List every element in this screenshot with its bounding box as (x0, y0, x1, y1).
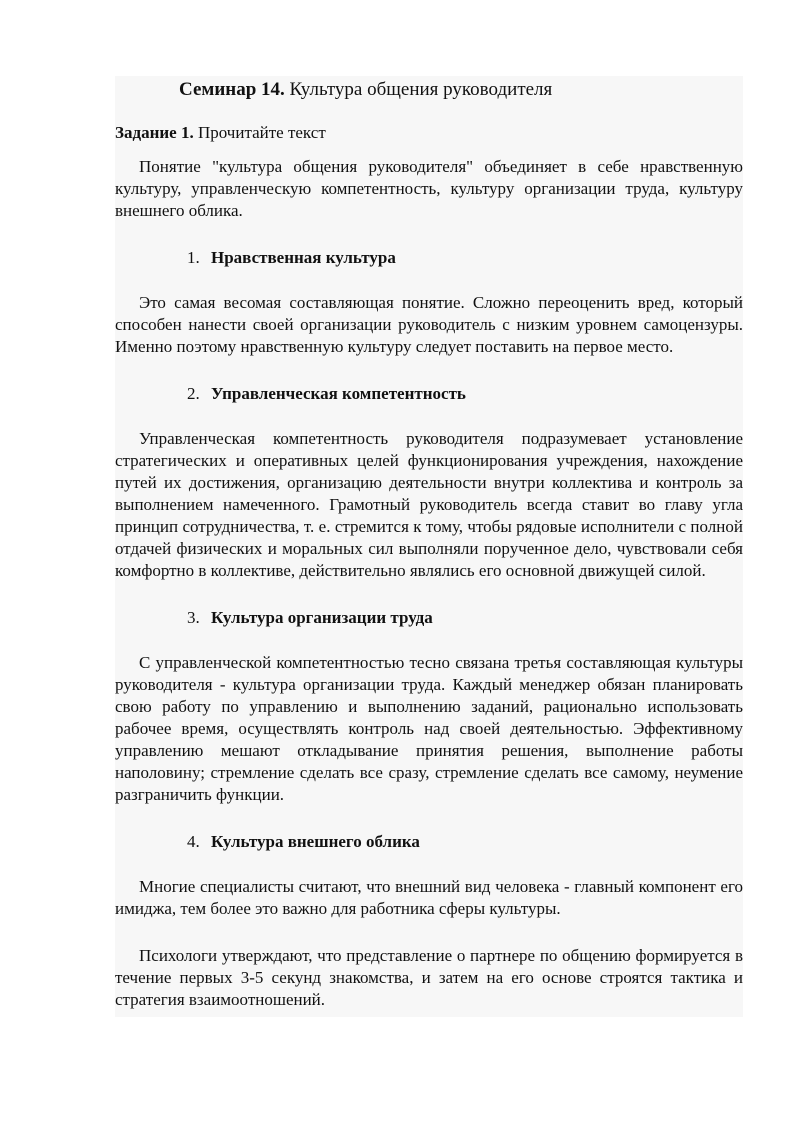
intro-paragraph: Понятие "культура общения руководителя" объединяет в себе нравственную культуру, управленческую компетентность, культуру организации труда, культуру внешнего облика. (115, 157, 743, 220)
section-heading-4 (115, 831, 743, 853)
title-text: Культура общения руководителя (284, 79, 553, 100)
section-4-paragraph-2: Психологи утверждают, что представление о партнере по общению формируется в течение первых 3-5 секунд знакомства, и затем на его основе строятся тактика и стратегия взаимоотношений. (115, 946, 743, 1009)
section-3-paragraph-1: С управленческой компетентностью тесно связана третья составляющая культуры руководителя - культура организации труда. Каждый менеджер обязан планировать свою работу по управлению и выполнению заданий, рационально использовать рабочее время, осуществлять контроль над своей деятельностью. Эффективному управлению мешают откладывание принятия решения, выполнение работы наполовину; стремление сделать все сразу, стремление сделать все самому, неумение разграничить функции. (115, 653, 743, 804)
section-heading-1 (115, 247, 743, 269)
section-number: 1. (187, 248, 200, 267)
task-line (115, 122, 743, 144)
section-4-paragraph-1: Многие специалисты считают, что внешний вид человека - главный компонент его имиджа, тем более это важно для работника сферы культуры. (115, 877, 743, 918)
section-heading-text: Культура организации труда (211, 608, 433, 627)
section-number: 3. (187, 608, 200, 627)
title-seminar-number: Семинар 14. (179, 79, 285, 100)
section-heading-text: Нравственная культура (211, 248, 396, 267)
section-number: 2. (187, 384, 200, 403)
section-heading-text: Культура внешнего облика (211, 832, 420, 851)
document-title (115, 76, 743, 108)
document-page (115, 76, 743, 1017)
section-1-paragraph-1: Это самая весомая составляющая понятие. Сложно переоценить вред, который способен нанести своей организации руководитель с низким уровнем самоцензуры. Именно поэтому нравственную культуру следует поставить на первое место. (115, 293, 743, 356)
section-heading-2 (115, 383, 743, 405)
section-heading-text: Управленческая компетентность (211, 384, 466, 403)
task-label: Задание 1. (115, 123, 194, 142)
section-2-paragraph-1: Управленческая компетентность руководителя подразумевает установление стратегических и оперативных целей функционирования учреждения, нахождение путей их достижения, организацию деятельности внутри коллектива и контроль за выполнением намеченного. Грамотный руководитель всегда ставит во главу угла принцип сотрудничества, т. е. стремится к тому, чтобы рядовые исполнители с полной отдачей физических и моральных сил выполняли порученное дело, чувствовали себя комфортно в коллективе, действительно являлись его основной движущей силой. (115, 429, 743, 580)
section-heading-3 (115, 607, 743, 629)
section-number: 4. (187, 832, 200, 851)
task-text: Прочитайте текст (193, 123, 326, 142)
